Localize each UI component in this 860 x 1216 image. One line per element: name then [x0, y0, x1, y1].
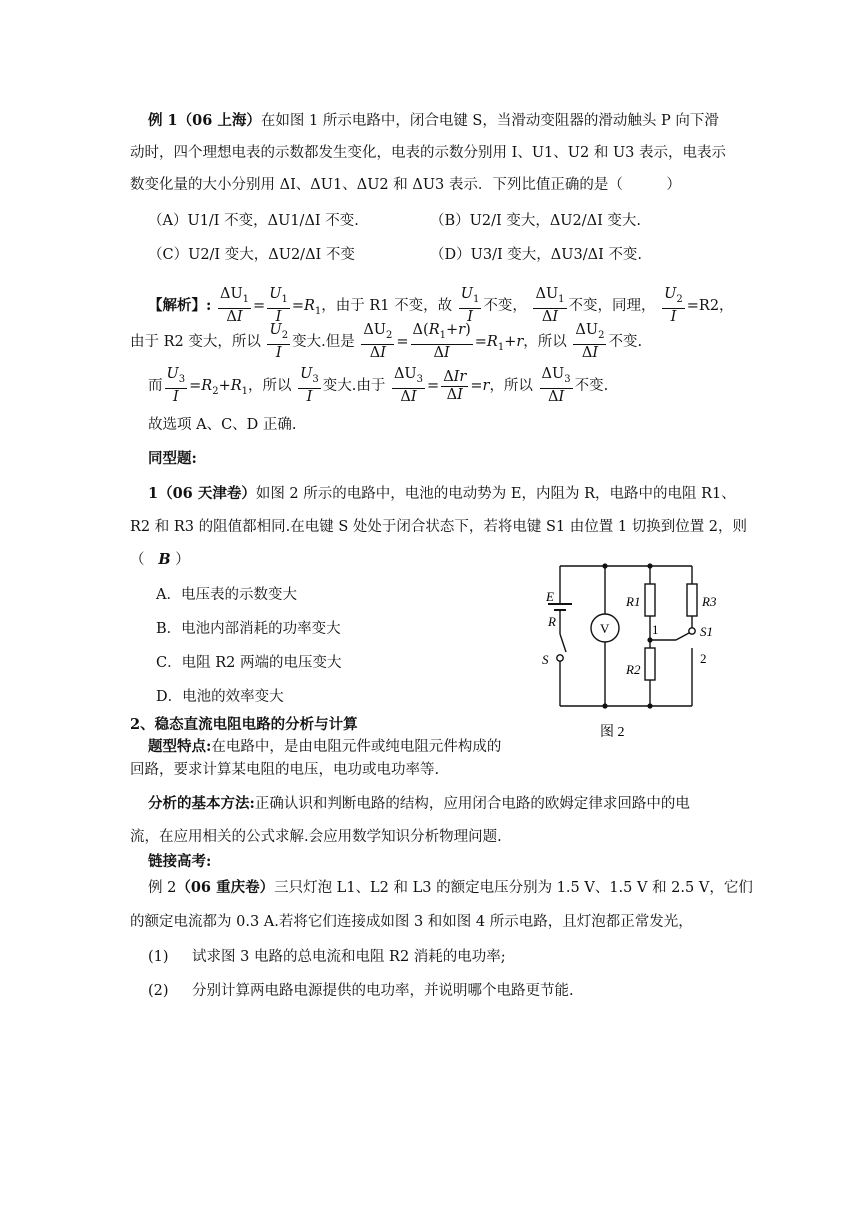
q1-line2: R2 和 R3 的阻值都相同.在电键 S 处处于闭合状态下，若将电键 S1 由位置 1 切换到位置 2，则: [130, 519, 748, 535]
analysis3-text0: 而: [148, 378, 163, 394]
q1-option-d: D．电池的效率变大: [156, 689, 284, 705]
formula-dU3-dI: $\frac{\Delta U_3}{\Delta I}$: [393, 366, 424, 405]
ex2-text1: 三只灯泡 L1、L2 和 L3 的额定电压分别为 1.5 V、1.5 V 和 2.5 V，它们: [274, 880, 753, 896]
ex1-option-d: （D）U3/I 变大，ΔU3/ΔI 不变.: [430, 247, 643, 263]
ex2-line1: [148, 878, 753, 898]
q1-text1: 如图 2 所示的电路中，电池的电动势为 E，内阻为 R，电路中的电阻 R1、: [255, 486, 736, 502]
features-line2: 回路，要求计算某电阻的电压，电功或电功率等.: [130, 762, 440, 778]
ex2-label-pre: 例 2: [148, 880, 177, 896]
ex2-item2-number: (2): [148, 983, 169, 999]
q1-answer: B: [158, 551, 171, 568]
analysis2-text4: 不变.: [608, 334, 643, 350]
q1-option-a: A．电压表的示数变大: [156, 587, 297, 603]
formula-U3-I: $\frac{U_3}{I}$: [166, 366, 186, 405]
ex1-option-b: （B）U2/I 变大，ΔU2/ΔI 变大.: [430, 213, 642, 229]
formula-U2-I-2: $\frac{U_2}{I}$: [269, 322, 289, 361]
formula-dU3-dI-2: $\frac{\Delta U_3}{\Delta I}$: [541, 366, 571, 405]
ex1-option-a: （A）U1/I 不变，ΔU1/ΔI 不变.: [148, 213, 359, 229]
label-position-2: 2: [700, 651, 707, 666]
label-R: R: [548, 614, 556, 629]
q1-option-c: C．电阻 R2 两端的电压变大: [156, 655, 342, 671]
label-R2: R2: [626, 662, 641, 677]
q1-label: 1（06 天津卷）: [148, 485, 256, 502]
analysis-text2: 不变，: [483, 298, 527, 314]
ex2-label: （06 重庆卷）: [176, 879, 275, 896]
label-R3: R3: [702, 594, 717, 609]
ex1-label: 例 1（06 上海）: [148, 112, 261, 129]
formula-U3-I-2: $\frac{U_3}{I}$: [300, 366, 319, 405]
method-line1: [148, 794, 690, 814]
formula-dIr-dI: $\frac{\text{ΔIr}}{\Delta I}$: [443, 368, 467, 403]
analysis3-text4: 不变.: [574, 378, 609, 394]
circuit-figure-2: [538, 556, 738, 746]
analysis2-text1: 由于 R2 变大，所以: [130, 334, 261, 350]
analysis3-text1: ，所以: [248, 378, 292, 394]
features-text1: 在电路中，是由电阻元件或纯电阻元件构成的: [211, 739, 502, 755]
analysis-label: 【解析】:: [148, 297, 212, 314]
q1-close-paren: ）: [175, 552, 190, 568]
ex1-answer: 故选项 A、C、D 正确.: [148, 417, 297, 433]
features-line1: [148, 737, 501, 757]
formula-dU1-dI-2: $\frac{\Delta U_1}{\Delta I}$: [535, 286, 565, 325]
figure-caption: 图 2: [600, 725, 625, 740]
analysis-text4: =R2，: [686, 298, 734, 314]
q1-option-b: B．电池内部消耗的功率变大: [156, 621, 341, 637]
ex2-item1-number: (1): [148, 949, 169, 965]
analysis3-text3: ，所以: [489, 378, 533, 394]
formula-dU2-dI: $\frac{\Delta U_2}{\Delta I}$: [363, 322, 393, 361]
formula-dR1r-dI: $\frac{\Delta(R_1+r)}{\Delta I}$: [412, 322, 471, 361]
q1-open-paren: （: [130, 552, 145, 568]
formula-U1-I: $\frac{U_1}{I}$: [269, 286, 288, 325]
formula-dU2-dI-2: $\frac{\Delta U_2}{\Delta I}$: [575, 322, 605, 361]
ex1-text1: 在如图 1 所示电路中，闭合电键 S，当滑动变阻器的滑动触头 P 向下滑: [260, 113, 719, 129]
method-text1: 正确认识和判断电路的结构，应用闭合电路的欧姆定律求回路中的电: [254, 796, 690, 812]
q1-line3: [130, 550, 190, 570]
label-S1: S1: [700, 624, 713, 639]
analysis-line2: 由于 R2 变大，所以 $\frac{U_2}{I}$ 变大.但是 $\frac{\Delta U_2}{\Delta I}$ = $\frac{\Delta(R_1+r)}{\Delta I}$ $=R_1+r$，所以 $\frac{\Delta U_2}{\Delta I}$ 不变.: [130, 322, 643, 361]
label-E: E: [546, 589, 554, 604]
link-heading: 链接高考:: [148, 853, 212, 870]
label-position-1: 1: [652, 622, 659, 637]
ex2-item2: 分别计算两电路电源提供的电功率，并说明哪个电路更节能.: [192, 983, 574, 999]
analysis2-text3: ，所以: [523, 334, 567, 350]
ex1-line3: 数变化量的大小分别用 ΔI、ΔU1、ΔU2 和 ΔU3 表示．下列比值正确的是（ ）: [130, 177, 681, 193]
ex1-option-c: （C）U2/I 变大，ΔU2/ΔI 不变: [148, 247, 355, 263]
same-type-heading: 同型题:: [148, 450, 197, 467]
formula-U1-I-2: $\frac{U_1}{I}$: [460, 286, 480, 325]
analysis-text1: ，由于 R1 不变，故: [321, 298, 453, 314]
analysis3-text2: 变大.由于: [322, 378, 386, 394]
method-label: 分析的基本方法:: [148, 795, 255, 812]
method-line2: 流，在应用相关的公式求解.会应用数学知识分析物理问题.: [130, 829, 502, 845]
ex1-line1: [148, 111, 719, 131]
analysis-line3: 而 $\frac{U_3}{I}$ $=R_2+R_1$，所以 $\frac{U_3}{I}$ 变大.由于 $\frac{\Delta U_3}{\Delta I}$ = $\frac{\text{ΔIr}}{\Delta I}$ =r，所以 $\frac{\Delta U_3}{\Delta I}$ 不变.: [148, 366, 609, 405]
features-label: 题型特点:: [148, 738, 212, 755]
ex2-line2: 的额定电流都为 0.3 A.若将它们连接成如图 3 和如图 4 所示电路，且灯泡都正常发光，: [130, 914, 693, 930]
analysis-line1: 【解析】: $\frac{\Delta U_1}{\Delta I}$ = $\frac{U_1}{I}$ $=R_1$，由于 R1 不变，故 $\frac{U_1}{I}$ 不变， $\frac{\Delta U_1}{\Delta I}$ 不变，同理， $\frac{U_2}{I}$ =R2，: [148, 286, 734, 325]
ex1-line2: 动时，四个理想电表的示数都发生变化，电表的示数分别用 I、U1、U2 和 U3 表示，电表示: [130, 145, 726, 161]
formula-dU1-dI: $\frac{\Delta U_1}{\Delta I}$: [219, 286, 250, 325]
formula-U2-I: $\frac{U_2}{I}$: [664, 286, 683, 325]
label-S: S: [542, 652, 549, 667]
analysis2-text2: 变大.但是: [292, 334, 355, 350]
section2-heading: 2、稳态直流电阻电路的分析与计算: [130, 716, 358, 733]
label-R1: R1: [626, 594, 641, 609]
voltmeter-label: V: [600, 621, 610, 636]
ex2-item1: 试求图 3 电路的总电流和电阻 R2 消耗的电功率;: [192, 949, 506, 965]
q1-line1: [148, 484, 736, 504]
analysis-text3: 不变，同理，: [568, 298, 656, 314]
